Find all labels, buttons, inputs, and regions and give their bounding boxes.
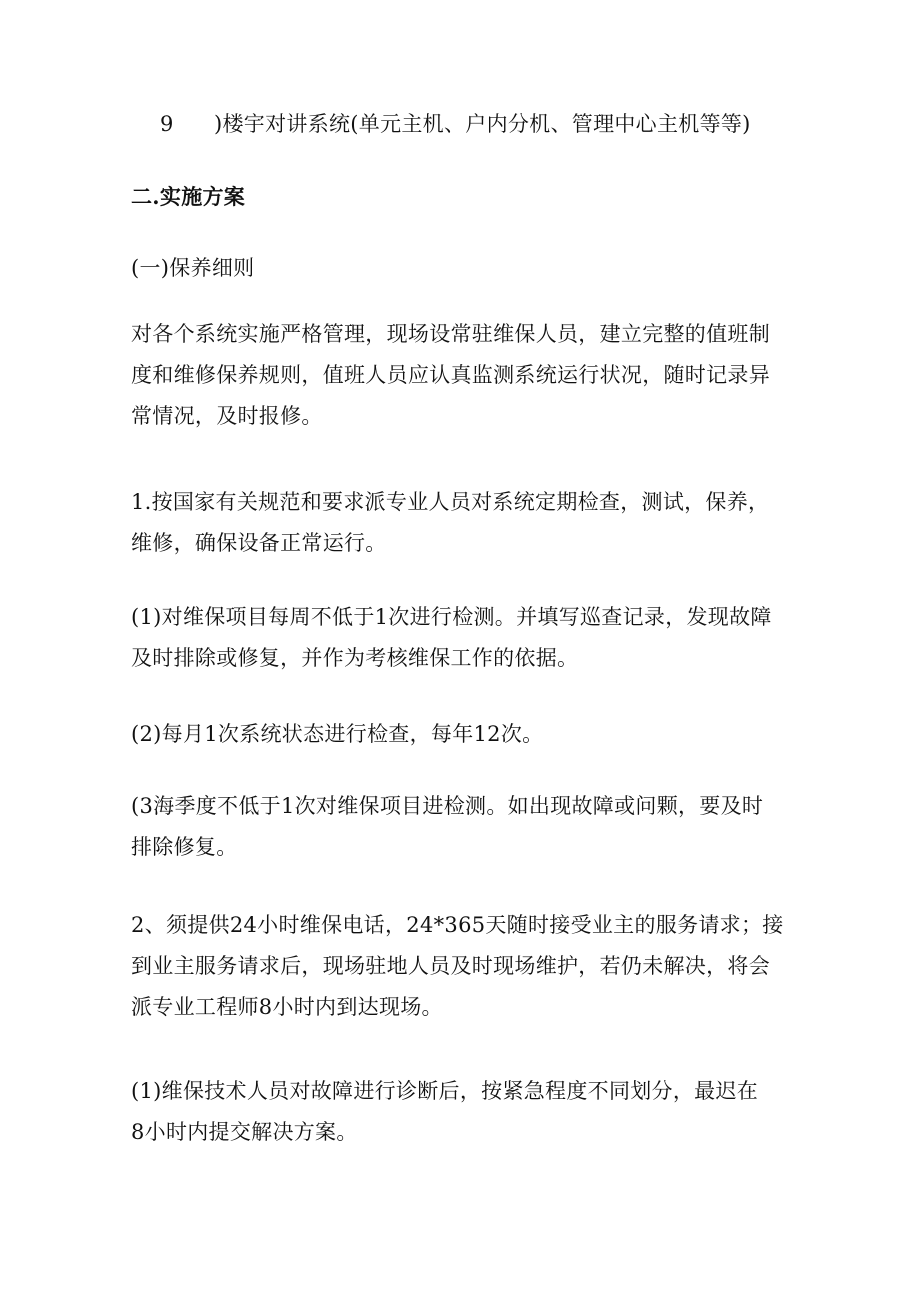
point-2-paragraph bbox=[131, 905, 796, 1028]
paragraph-line: 常情况，及时报修。 bbox=[131, 404, 323, 428]
paragraph-line: 2、须提供24小时维保电话，24*365天随时接受业主的服务请求；接 bbox=[131, 913, 784, 937]
point-1-paragraph bbox=[131, 482, 796, 564]
point-1-2-paragraph bbox=[131, 714, 796, 755]
paragraph-line: 及时排除或修复，并作为考核维保工作的依据。 bbox=[131, 646, 579, 670]
paragraph-line: 维修，确保设备正常运行。 bbox=[131, 531, 387, 555]
paragraph-line: 度和维修保养规则，值班人员应认真监测系统运行状况，随时记录异 bbox=[131, 363, 770, 387]
section-heading: 二.实施方案 bbox=[131, 184, 246, 209]
subsection-heading: (一)保养细则 bbox=[131, 256, 255, 280]
intro-paragraph bbox=[131, 314, 796, 437]
paragraph-line: (3海季度不低于1次对维保项目进检测。如出现故障或问颗，要及时 bbox=[131, 794, 764, 818]
point-1-1-paragraph bbox=[131, 597, 796, 679]
point-2-1-paragraph bbox=[131, 1071, 796, 1153]
paragraph-line: 对各个系统实施严格管理，现场设常驻维保人员，建立完整的值班制 bbox=[131, 322, 770, 346]
paragraph-line: 排除修复。 bbox=[131, 835, 238, 859]
paragraph-line: 到业主服务请求后，现场驻地人员及时现场维护，若仍未解决，将会 bbox=[131, 954, 770, 978]
paragraph-line: (1)对维保项目每周不低于1次进行检测。并填写巡查记录，发现故障 bbox=[131, 605, 772, 629]
paragraph-line: (2)每月1次系统状态进行检查，每年12次。 bbox=[131, 722, 544, 746]
point-1-3-paragraph bbox=[131, 786, 796, 868]
paragraph-line: 派专业工程师8小时内到达现场。 bbox=[131, 995, 443, 1019]
paragraph-line: 8小时内提交解决方案。 bbox=[131, 1120, 358, 1144]
paragraph-line: 1.按国家有关规范和要求派专业人员对系统定期检查，测试，保养， bbox=[131, 490, 770, 514]
list-item-text: )楼宇对讲系统(单元主机、户内分机、管理中心主机等等) bbox=[214, 112, 751, 136]
paragraph-line: (1)维保技术人员对故障进行诊断后，按紧急程度不同划分，最迟在 bbox=[131, 1079, 759, 1103]
list-item-number: 9 bbox=[160, 112, 174, 136]
